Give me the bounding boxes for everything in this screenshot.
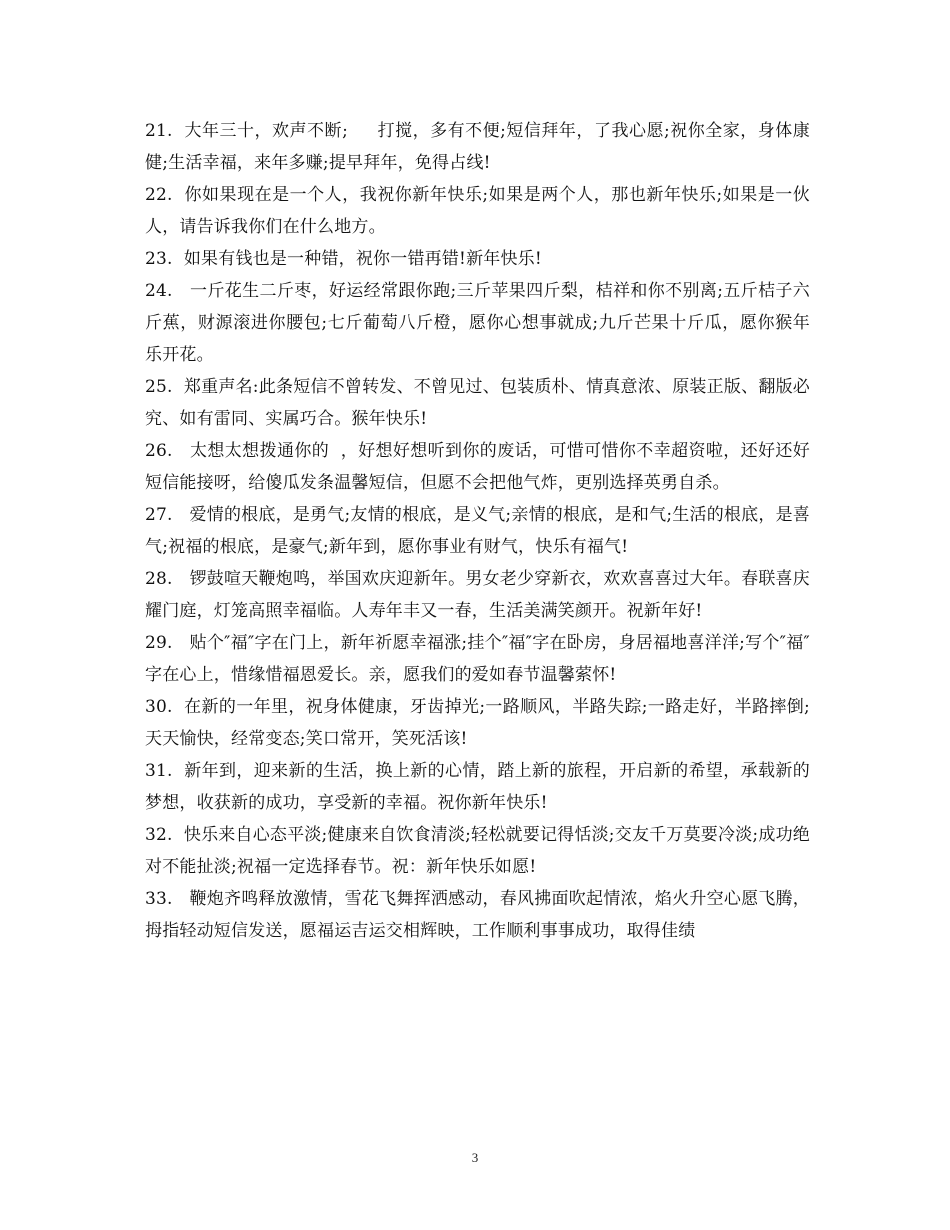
list-item <box>145 563 810 627</box>
item-text: 在新的一年里，祝身体健康，牙齿掉光;一路顺风，半路失踪;一路走好，半路摔倒;天天愉快，经常变态;笑口常开，笑死活该! <box>145 697 810 749</box>
list-item <box>145 371 810 435</box>
item-text: 新年到，迎来新的生活，换上新的心情，踏上新的旅程，开启新的希望，承载新的梦想，收获新的成功，享受新的幸福。祝你新年快乐! <box>145 761 810 813</box>
list-item <box>145 115 810 179</box>
list-item <box>145 499 810 563</box>
item-number: 32. <box>145 825 173 845</box>
item-text: 爱情的根底，是勇气;友情的根底，是义气;亲情的根底，是和气;生活的根底，是喜气;祝福的根底，是豪气;新年到，愿你事业有财气，快乐有福气! <box>145 505 810 557</box>
page-number: 3 <box>471 1150 479 1165</box>
item-number: 30. <box>145 697 173 717</box>
item-text: 一斤花生二斤枣，好运经常跟你跑;三斤苹果四斤梨，桔祥和你不别离;五斤桔子六斤蕉，财源滚进你腰包;七斤葡萄八斤橙，愿你心想事就成;九斤芒果十斤瓜，愿你猴年乐开花。 <box>145 281 810 365</box>
item-text: 你如果现在是一个人，我祝你新年快乐;如果是两个人，那也新年快乐;如果是一伙人，请告诉我你们在什么地方。 <box>145 185 810 237</box>
item-text: 贴个″福″字在门上，新年祈愿幸福涨;挂个″福″字在卧房，身居福地喜洋洋;写个″福″字在心上，惜缘惜福恩爱长。亲，愿我们的爱如春节温馨萦怀! <box>145 633 810 685</box>
item-text: 快乐来自心态平淡;健康来自饮食清淡;轻松就要记得恬淡;交友千万莫要冷淡;成功绝对不能扯淡;祝福一定选择春节。祝：新年快乐如愿! <box>145 825 810 877</box>
item-number: 25. <box>145 377 173 397</box>
item-text: 锣鼓喧天鞭炮鸣，举国欢庆迎新年。男女老少穿新衣，欢欢喜喜过大年。春联喜庆耀门庭，灯笼高照幸福临。人寿年丰又一春，生活美满笑颜开。祝新年好! <box>145 569 810 621</box>
item-text: 大年三十，欢声不断; 打搅，多有不便;短信拜年，了我心愿;祝你全家，身体康健;生活幸福，来年多赚;提早拜年，免得占线! <box>145 121 810 173</box>
item-number: 23. <box>145 249 173 269</box>
list-item <box>145 627 810 691</box>
list-item <box>145 691 810 755</box>
document-body <box>145 115 810 947</box>
item-text: 鞭炮齐鸣释放激情，雪花飞舞挥洒感动，春风拂面吹起情浓，焰火升空心愿飞腾，拇指轻动短信发送，愿福运吉运交相辉映，工作顺利事事成功，取得佳绩 <box>145 889 810 941</box>
item-number: 21. <box>145 121 173 141</box>
item-number: 27. <box>145 505 173 525</box>
item-number: 26. <box>145 441 173 461</box>
list-item <box>145 755 810 819</box>
list-item <box>145 275 810 371</box>
item-number: 33. <box>145 889 173 909</box>
list-item <box>145 883 810 947</box>
list-item <box>145 243 810 275</box>
item-number: 31. <box>145 761 173 781</box>
item-number: 24. <box>145 281 173 301</box>
item-number: 29. <box>145 633 173 653</box>
item-number: 22. <box>145 185 173 205</box>
item-text: 郑重声名:此条短信不曾转发、不曾见过、包装质朴、情真意浓、原装正版、翻版必究、如有雷同、实属巧合。猴年快乐! <box>145 377 810 429</box>
item-text: 如果有钱也是一种错，祝你一错再错!新年快乐! <box>172 249 542 269</box>
item-text: 太想太想拨通你的 ，好想好想听到你的废话，可惜可惜你不幸超资啦，还好还好短信能接呀，给傻瓜发条温馨短信，但愿不会把他气炸，更别选择英勇自杀。 <box>145 441 810 493</box>
item-number: 28. <box>145 569 173 589</box>
list-item <box>145 179 810 243</box>
list-item <box>145 435 810 499</box>
list-item <box>145 819 810 883</box>
